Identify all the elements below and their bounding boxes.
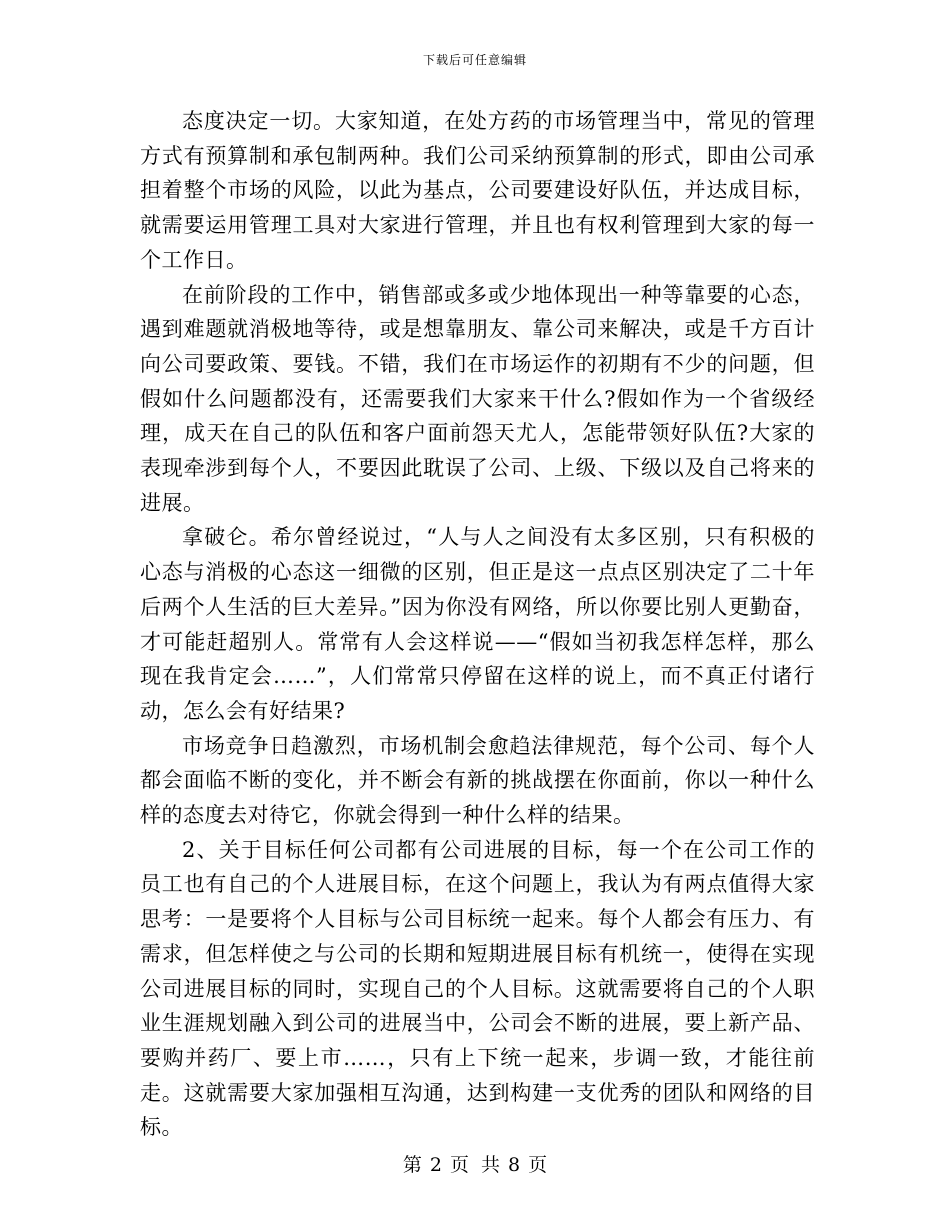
page-header bbox=[0, 52, 950, 68]
paragraph-napoleon-hill: 拿破仑。希尔曾经说过，“人与人之间没有太多区别，只有积极的心态与消极的心态这一细微的区别，但正是这一点点区别决定了二十年后两个人生活的巨大差异。”因为你没有网络，所以你要比别人更勤奋，才可能赶超别人。常常有人会这样说——“假如当初我怎样怎样，那么现在我肯定会……”，人们常常只停留在这样的说上，而不真正付诸行动，怎么会有好结果? bbox=[140, 525, 815, 723]
footer-total-pages: 8 bbox=[508, 1154, 521, 1176]
footer-suffix: 页 bbox=[528, 1154, 548, 1176]
footer-prefix: 第 bbox=[402, 1154, 422, 1176]
paragraph-goals: 2、关于目标任何公司都有公司进展的目标，每一个在公司工作的员工也有自己的个人进展目标，在这个问题上，我认为有两点值得大家思考：一是要将个人目标与公司目标统一起来。每个人都会有压力、有需求，但怎样使之与公司的长期和短期进展目标有机统一，使得在实现公司进展目标的同时，实现自己的个人目标。这就需要将自己的个人职业生涯规划融入到公司的进展当中，公司会不断的进展，要上新产品、要购并药厂、要上市……，只有上下统一起来，步调一致，才能往前走。这就需要大家加强相互沟通，达到构建一支优秀的团队和网络的目标。 bbox=[140, 837, 815, 1140]
footer-current-page: 2 bbox=[429, 1154, 442, 1176]
document-body bbox=[140, 104, 815, 1145]
paragraph-sales-mentality: 在前阶段的工作中，销售部或多或少地体现出一种等靠要的心态，遇到难题就消极地等待，或是想靠朋友、靠公司来解决，或是千方百计向公司要政策、要钱。不错，我们在市场运作的初期有不少的问题，但假如什么问题都没有，还需要我们大家来干什么?假如作为一个省级经理，成天在自己的队伍和客户面前怨天尤人，怎能带领好队伍?大家的表现牵涉到每个人，不要因此耽误了公司、上级、下级以及自己将来的进展。 bbox=[140, 282, 815, 515]
paragraph-attitude: 态度决定一切。大家知道，在处方药的市场管理当中，常见的管理方式有预算制和承包制两种。我们公司采纳预算制的形式，即由公司承担着整个市场的风险，以此为基点，公司要建设好队伍，并达成目标，就需要运用管理工具对大家进行管理，并且也有权利管理到大家的每一个工作日。 bbox=[140, 109, 815, 272]
page-footer bbox=[0, 1153, 950, 1177]
header-note: 下载后可任意编辑 bbox=[422, 53, 527, 67]
footer-middle: 页 共 bbox=[449, 1154, 501, 1176]
paragraph-market-competition: 市场竞争日趋激烈，市场机制会愈趋法律规范，每个公司、每个人都会面临不断的变化，并不断会有新的挑战摆在你面前，你以一种什么样的态度去对待它，你就会得到一种什么样的结果。 bbox=[140, 733, 815, 828]
